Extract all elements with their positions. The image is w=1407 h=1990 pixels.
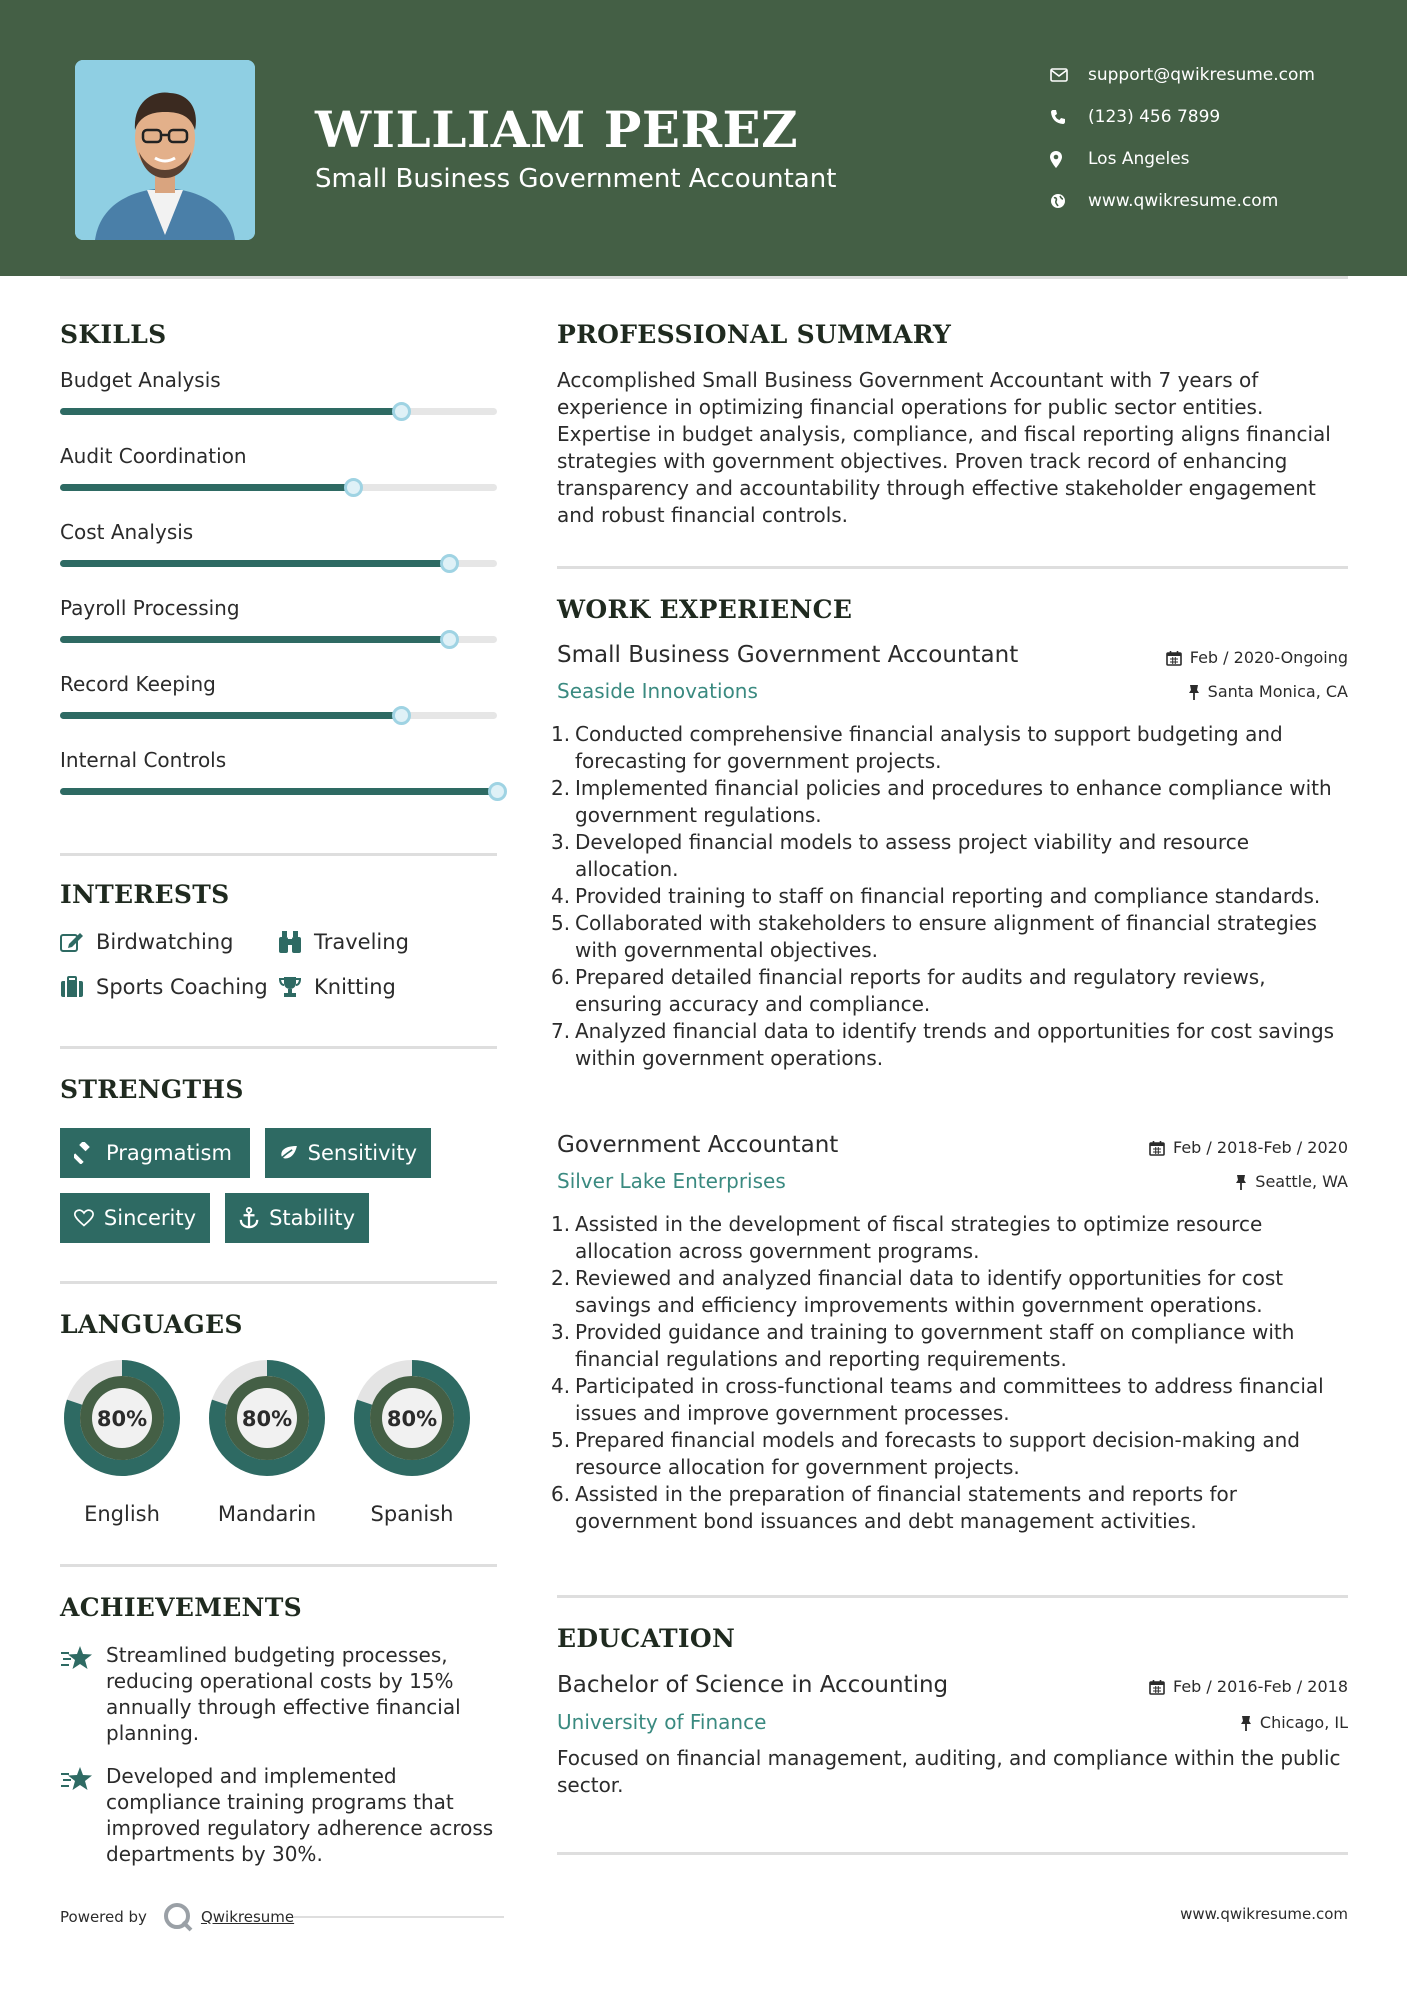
section-divider	[557, 1852, 1348, 1855]
language-donut	[60, 1356, 184, 1480]
section-divider	[60, 1564, 497, 1567]
language-name: English	[84, 1502, 160, 1526]
resume-header	[0, 0, 1407, 276]
summary-title: PROFESSIONAL SUMMARY	[557, 320, 952, 349]
language-item	[350, 1356, 474, 1536]
job-bullet: 1. Assisted in the development of fiscal strategies to optimize resource allocation across government programs.	[551, 1212, 1263, 1263]
contact-location	[1050, 138, 1315, 180]
skill-bar-fill	[60, 408, 401, 415]
contact-website[interactable]	[1050, 180, 1315, 222]
education-title: EDUCATION	[557, 1624, 736, 1653]
achievement-text: Streamlined budgeting processes, reducing operational costs by 15% annually through effective financial planning.	[106, 1643, 461, 1745]
skill-bar-knob	[488, 782, 507, 801]
achievement-text: Developed and implemented compliance training programs that improved regulatory adherence across departments by 30%.	[106, 1764, 494, 1866]
skill-bar-track	[60, 484, 497, 491]
languages-title: LANGUAGES	[60, 1310, 243, 1339]
language-percent: 80%	[241, 1407, 293, 1431]
achievement-item	[60, 1763, 497, 1867]
contact-website-text: www.qwikresume.com	[1088, 191, 1279, 211]
binoculars-icon	[278, 931, 302, 953]
skill-item	[60, 596, 497, 672]
skill-item	[60, 748, 497, 824]
interest-label: Traveling	[314, 930, 409, 954]
strength-label: Sensitivity	[307, 1141, 417, 1165]
education-location: Chicago, IL	[1240, 1713, 1348, 1732]
skill-bar-fill	[60, 636, 449, 643]
phone-icon	[1050, 109, 1088, 125]
interest-item	[60, 975, 268, 999]
skill-bar-knob	[344, 478, 363, 497]
strength-badge	[60, 1193, 210, 1243]
languages-list	[60, 1356, 497, 1546]
job-bullet: 4. Provided training to staff on financial reporting and compliance standards.	[551, 884, 1321, 908]
job-bullet: 1. Conducted comprehensive financial analysis to support budgeting and forecasting for government projects.	[551, 722, 1283, 773]
job-bullet: 3. Provided guidance and training to government staff on compliance with financial regulations and reporting requirements.	[551, 1320, 1295, 1371]
skill-item	[60, 368, 497, 444]
education-text: Focused on financial management, auditing, and compliance within the public sector.	[557, 1746, 1341, 1797]
job-bullet: 5. Prepared financial models and forecasts to support decision-making and resource allocation for government projects.	[551, 1428, 1300, 1479]
section-divider	[60, 1046, 497, 1049]
pushpin-icon	[1235, 1174, 1247, 1190]
job-bullet: 7. Analyzed financial data to identify trends and opportunities for cost savings within government operations.	[551, 1019, 1335, 1070]
language-name: Mandarin	[217, 1502, 317, 1526]
skill-item	[60, 444, 497, 520]
skill-label: Record Keeping	[60, 672, 216, 696]
achievement-item	[60, 1642, 497, 1746]
skill-bar-track	[60, 560, 497, 567]
interest-label: Knitting	[314, 975, 396, 999]
language-percent: 80%	[96, 1407, 148, 1431]
calendar-icon	[1166, 650, 1182, 666]
contact-location-text: Los Angeles	[1088, 149, 1190, 169]
job-title: Government Accountant	[557, 1132, 839, 1158]
leaf-icon	[279, 1143, 298, 1163]
skill-label: Payroll Processing	[60, 596, 240, 620]
school-name: University of Finance	[557, 1710, 767, 1734]
skill-item	[60, 672, 497, 748]
pushpin-icon	[1188, 684, 1200, 700]
skill-label: Budget Analysis	[60, 368, 221, 392]
contact-phone-text: (123) 456 7899	[1088, 107, 1221, 127]
interest-item	[278, 975, 396, 999]
job-dates: Feb / 2020-Ongoing	[1166, 648, 1348, 667]
profile-photo	[75, 60, 255, 240]
job-bullet: 6. Assisted in the preparation of financial statements and reports for government bond issuances and debt management activities.	[551, 1482, 1238, 1533]
anchor-icon	[239, 1206, 259, 1230]
strength-badge	[265, 1128, 431, 1178]
job-bullets	[551, 721, 1348, 1072]
job-bullet: 2. Implemented financial policies and procedures to enhance compliance with government regulations.	[551, 776, 1332, 827]
strengths-title: STRENGTHS	[60, 1075, 244, 1104]
strength-badge	[60, 1128, 250, 1178]
skill-label: Cost Analysis	[60, 520, 194, 544]
achievements-title: ACHIEVEMENTS	[60, 1593, 302, 1622]
skill-bar-knob	[392, 402, 411, 421]
interest-label: Sports Coaching	[96, 975, 268, 999]
footer-rule	[294, 1916, 504, 1918]
skill-bar-track	[60, 788, 497, 795]
briefcase-icon	[60, 976, 84, 998]
language-donut	[205, 1356, 329, 1480]
education-dates: Feb / 2016-Feb / 2018	[1149, 1677, 1348, 1696]
job-bullet: 5. Collaborated with stakeholders to ensure alignment of financial strategies with governmental objectives.	[551, 911, 1317, 962]
gavel-icon	[74, 1142, 96, 1164]
job-title: Small Business Government Accountant	[557, 642, 1019, 668]
star-icon	[60, 1644, 94, 1672]
contact-email[interactable]	[1050, 54, 1315, 96]
strength-label: Sincerity	[103, 1206, 196, 1230]
candidate-name: WILLIAM PEREZ	[315, 100, 799, 159]
job-bullet: 3. Developed financial models to assess project viability and resource allocation.	[551, 830, 1250, 881]
skill-bar-track	[60, 408, 497, 415]
language-name: Spanish	[370, 1502, 454, 1526]
degree-title: Bachelor of Science in Accounting	[557, 1672, 949, 1698]
map-pin-icon	[1050, 151, 1088, 168]
interest-item	[60, 930, 233, 954]
job-location: Seattle, WA	[1235, 1172, 1348, 1191]
skills-title: SKILLS	[60, 320, 167, 349]
contact-list	[1050, 54, 1315, 222]
candidate-role: Small Business Government Accountant	[315, 164, 837, 194]
language-percent: 80%	[386, 1407, 438, 1431]
heart-icon	[74, 1207, 94, 1229]
calendar-icon	[1149, 1140, 1165, 1156]
trophy-icon	[278, 976, 302, 998]
job-bullet: 6. Prepared detailed financial reports for audits and regulatory reviews, ensuring accuracy and compliance.	[551, 965, 1266, 1016]
section-divider	[60, 1281, 497, 1284]
skill-bar-track	[60, 712, 497, 719]
job-entry	[551, 642, 1348, 1102]
globe-icon	[1050, 193, 1088, 209]
job-bullets	[551, 1211, 1348, 1535]
language-item	[205, 1356, 329, 1536]
interest-item	[278, 930, 409, 954]
company-name: Silver Lake Enterprises	[557, 1169, 786, 1193]
contact-phone[interactable]	[1050, 96, 1315, 138]
job-dates: Feb / 2018-Feb / 2020	[1149, 1138, 1348, 1157]
strength-badge	[225, 1193, 369, 1243]
brand-link[interactable]: Qwikresume	[200, 1908, 295, 1926]
header-divider	[60, 276, 1348, 279]
powered-by-text: Powered by	[60, 1908, 147, 1926]
interests-title: INTERESTS	[60, 880, 230, 909]
skill-bar-track	[60, 636, 497, 643]
skill-bar-knob	[392, 706, 411, 725]
job-entry	[551, 1132, 1348, 1552]
language-item	[60, 1356, 184, 1536]
footer-website[interactable]: www.qwikresume.com	[1180, 1905, 1348, 1923]
interest-label: Birdwatching	[96, 930, 234, 954]
section-divider	[60, 853, 497, 856]
pushpin-icon	[1240, 1715, 1252, 1731]
section-divider	[557, 1595, 1348, 1598]
skill-bar-knob	[440, 630, 459, 649]
company-name: Seaside Innovations	[557, 679, 758, 703]
language-donut	[350, 1356, 474, 1480]
job-bullet: 2. Reviewed and analyzed financial data to identify opportunities for cost savings and efficiency improvements within government operations.	[551, 1266, 1284, 1317]
contact-email-text: support@qwikresume.com	[1088, 65, 1315, 85]
summary-text: Accomplished Small Business Government Accountant with 7 years of experience in optimizing financial operations for public sector entities. Expertise in budget analysis, compliance, and fiscal reporting aligns financial strategies with government objectives. Proven track record of enhancing transparency and accountability through effective stakeholder engagement and robust financial controls.	[557, 368, 1331, 527]
skill-label: Audit Coordination	[60, 444, 247, 468]
job-location: Santa Monica, CA	[1188, 682, 1348, 701]
strength-label: Pragmatism	[106, 1141, 232, 1165]
edit-icon	[60, 931, 84, 953]
envelope-icon	[1050, 68, 1088, 82]
skill-bar-knob	[440, 554, 459, 573]
star-icon	[60, 1765, 94, 1793]
experience-title: WORK EXPERIENCE	[557, 595, 853, 624]
skill-bar-fill	[60, 560, 449, 567]
section-divider	[557, 566, 1348, 569]
footer-powered-by[interactable]	[60, 1900, 504, 1934]
job-bullet: 4. Participated in cross-functional teams and committees to address financial issues and improve government processes.	[551, 1374, 1324, 1425]
qwikresume-logo-icon	[161, 1900, 195, 1934]
skill-bar-fill	[60, 712, 401, 719]
skill-bar-fill	[60, 484, 353, 491]
skill-label: Internal Controls	[60, 748, 227, 772]
skill-item	[60, 520, 497, 596]
calendar-icon	[1149, 1679, 1165, 1695]
skill-bar-fill	[60, 788, 497, 795]
strength-label: Stability	[269, 1206, 355, 1230]
